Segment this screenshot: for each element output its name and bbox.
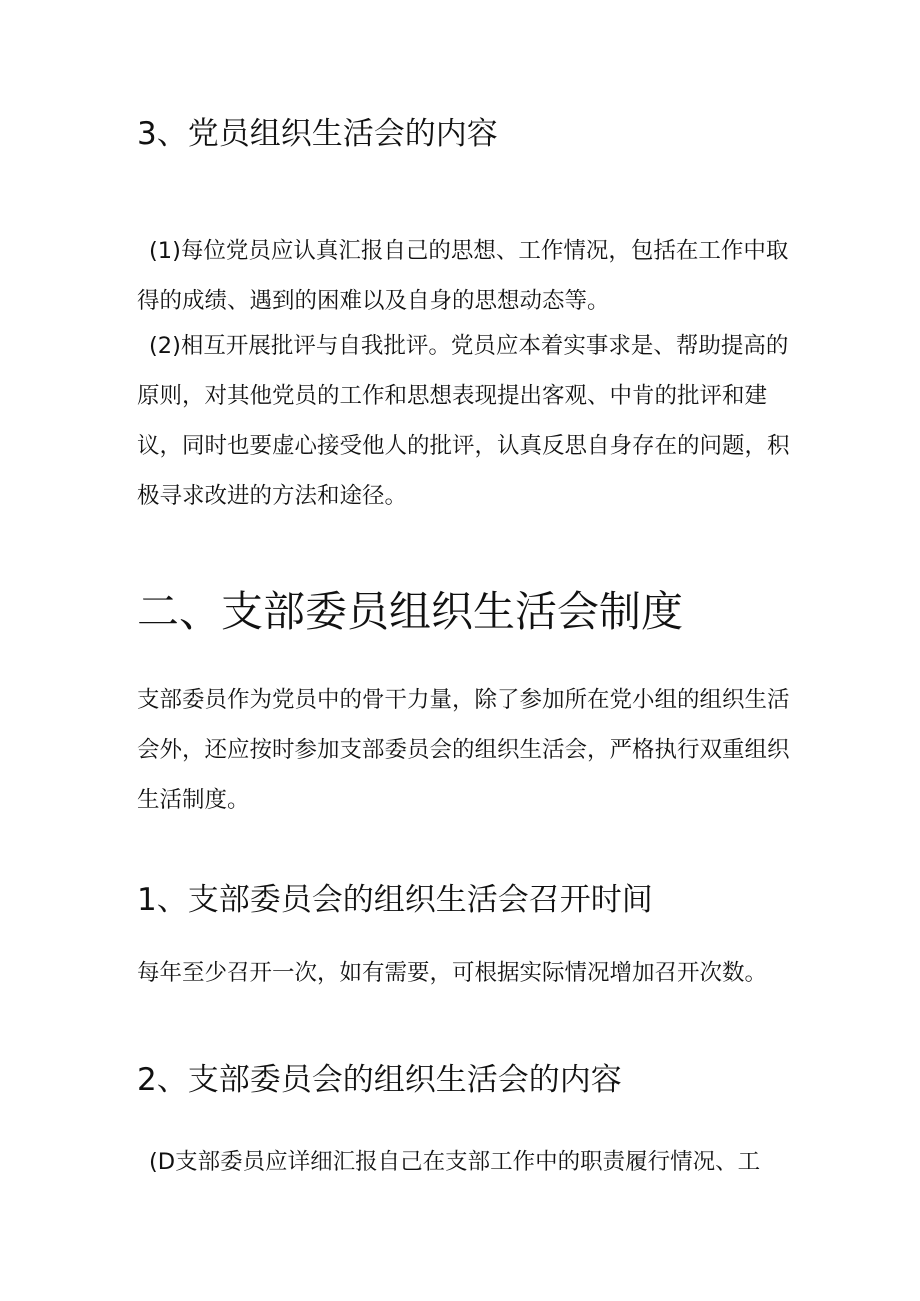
subsection-1-text: 每年至少召开一次，如有需要，可根据实际情况增加召开次数。 — [137, 960, 768, 986]
subsection-1-heading: 1、支部委员会的组织生活会召开时间 — [137, 882, 653, 918]
part-2-heading: 二、支部委员组织生活会制度 — [137, 587, 684, 636]
part-2-intro: 支部委员作为党员中的骨干力量，除了参加所在党小组的组织生活会外，还应按时参加支部委员会的组织生活会，严格执行双重组织生活制度。 — [137, 687, 790, 813]
section-3-heading: 3、党员组织生活会的内容 — [137, 116, 498, 152]
subsection-2-heading: 2、支部委员会的组织生活会的内容 — [137, 1062, 622, 1098]
subsection-2-item-1: (D支部委员应详细汇报自己在支部工作中的职责履行情况、工 — [149, 1149, 761, 1175]
section-3-item-1: (1)每位党员应认真汇报自己的思想、工作情况，包括在工作中取得的成绩、遇到的困难以及自身的思想动态等。 — [137, 238, 789, 314]
section-3-item-2: (2)相互开展批评与自我批评。党员应本着实事求是、帮助提高的原则，对其他党员的工作和思想表现提出客观、中肯的批评和建议，同时也要虚心接受他人的批评，认真反思自身存在的问题，积极寻求改进的方法和途径。 — [137, 333, 790, 509]
